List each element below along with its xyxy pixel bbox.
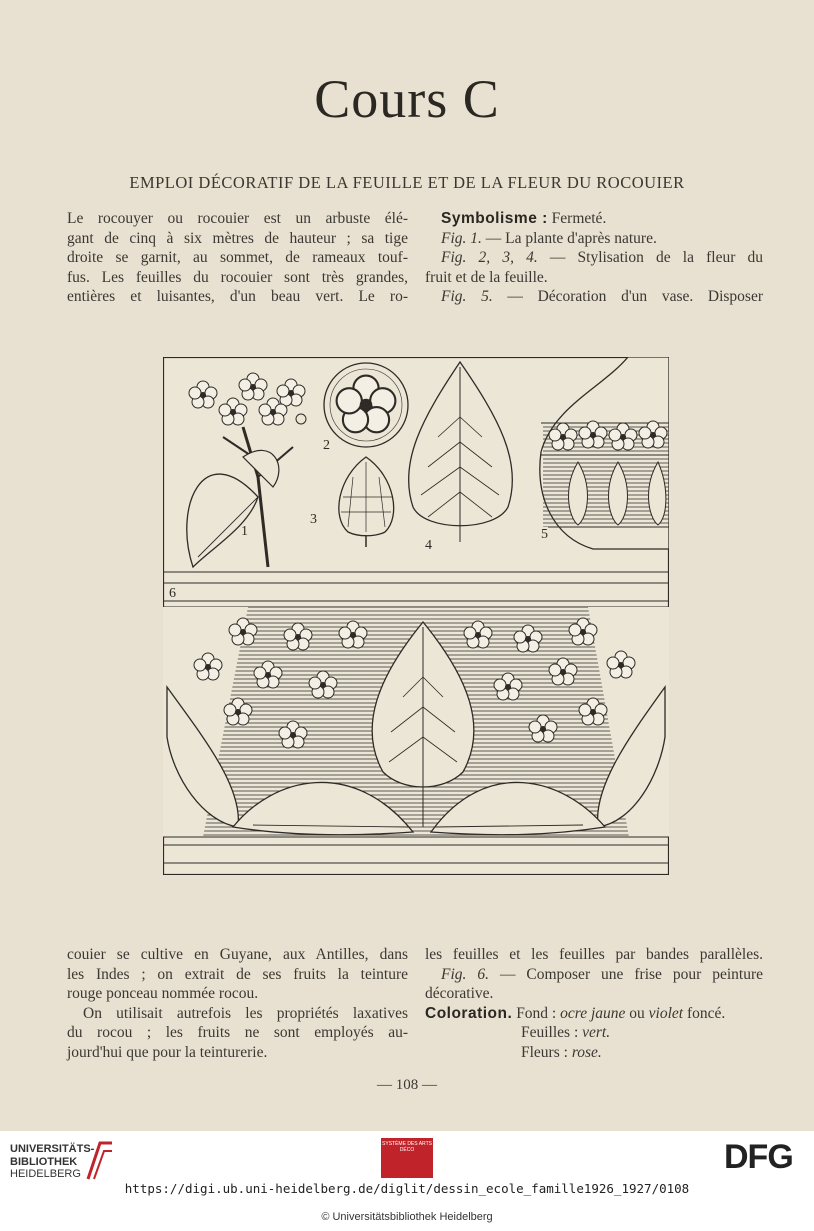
text-line: droite se garnit, au sommet, de rameaux touf- <box>67 249 408 266</box>
fond-color2: violet <box>648 1004 684 1022</box>
fig1-label: 1 <box>241 524 248 539</box>
coloration-line <box>425 1004 763 1024</box>
text-line: entières et luisantes, d'un beau vert. Le ro- <box>67 288 408 305</box>
uni-line-2: BIBLIOTHEK <box>10 1155 78 1168</box>
uni-line-3: HEIDELBERG <box>10 1168 81 1180</box>
fig5-text: — Décoration d'un vase. Disposer <box>507 288 764 305</box>
text-line: On utilisait autrefois les propriétés laxatives <box>83 1004 408 1022</box>
library-footer <box>0 1131 814 1231</box>
text-line: les feuilles et les feuilles par bandes parallèles. <box>425 946 763 963</box>
fig6-frieze-drawing <box>163 607 669 837</box>
text-line: du rocou ; les fruits ne sont employés au- <box>67 1024 408 1041</box>
fig2-label: 2 <box>323 438 330 453</box>
fig2-flower-drawing <box>324 363 408 447</box>
text-line: les Indes ; on extrait de ses fruits la teinture <box>67 965 408 983</box>
instructions-top <box>425 209 763 307</box>
fig6-cont: décorative. <box>425 985 494 1002</box>
fig234-text: — Stylisation de la fleur du <box>549 249 764 266</box>
coloration-label: Coloration. <box>425 1004 513 1022</box>
fig5-label: Fig. 5. <box>441 288 493 305</box>
fond-label: Fond : <box>516 1004 557 1022</box>
page-title: Cours C <box>314 69 500 129</box>
fond-or: ou <box>629 1004 645 1022</box>
instructions-bottom <box>425 945 763 1062</box>
fig6-text-label: Fig. 6. <box>441 965 489 983</box>
page-subtitle: EMPLOI DÉCORATIF DE LA FEUILLE ET DE LA FLEUR DU ROCOUIER <box>129 173 685 192</box>
fig6-label: 6 <box>169 586 176 601</box>
text-line: rouge ponceau nommée rocou. <box>67 985 259 1002</box>
fig4-label: 4 <box>425 538 432 553</box>
fig1-label: Fig. 1. <box>441 229 482 247</box>
botanical-plate <box>163 357 669 875</box>
fig5-label: 5 <box>541 527 548 542</box>
text-line: jourd'hui que pour la teinturerie. <box>67 1043 268 1061</box>
fleurs-line <box>425 1043 763 1063</box>
fig234-line <box>425 248 763 268</box>
feuilles-label: Feuilles : <box>521 1024 579 1041</box>
feuilles-line <box>425 1023 763 1043</box>
symbolisme-value: Fermeté. <box>551 210 607 227</box>
fig6-line <box>425 965 763 985</box>
fig6-text: — Composer une frise pour peinture <box>499 965 764 983</box>
symbolisme-label: Symbolisme : <box>441 210 548 227</box>
fig3-label: 3 <box>310 512 317 527</box>
uni-line-1: UNIVERSITÄTS- <box>10 1143 95 1155</box>
fig5-line <box>425 287 763 307</box>
copyright-notice: © Universitätsbibliothek Heidelberg <box>321 1211 493 1223</box>
university-library-logo-text <box>10 1143 94 1181</box>
digitization-seal-icon <box>381 1138 433 1178</box>
intro-text <box>67 209 408 307</box>
page-number: — 108 — <box>377 1077 437 1093</box>
symbolisme-line <box>425 209 763 229</box>
feuilles-value: vert. <box>582 1024 611 1041</box>
text-line: Le rocouyer ou rocouier est un arbuste élé- <box>67 210 408 227</box>
permalink-url[interactable]: https://digi.ub.uni-heidelberg.de/diglit/dessin_ecole_famille1926_1927/0108 <box>124 1181 690 1196</box>
fleurs-label: Fleurs : <box>521 1043 568 1061</box>
text-line: couier se cultive en Guyane, aux Antilles, dans <box>67 946 408 963</box>
university-logo-icon <box>86 1139 114 1181</box>
dfg-logo: DFG <box>724 1138 793 1176</box>
text-line: fus. Les feuilles du rocouier sont très grandes, <box>67 268 408 286</box>
fig234-label: Fig. 2, 3, 4. <box>441 249 538 266</box>
seal-text: SYSTÈME DES ARTS DÉCO <box>382 1141 432 1153</box>
text-line: gant de cinq à six mètres de hauteur ; sa tige <box>67 229 408 247</box>
fig1-line <box>425 229 763 249</box>
history-text <box>67 945 408 1062</box>
fleurs-value: rose. <box>571 1043 602 1061</box>
fond-end: foncé. <box>686 1004 726 1022</box>
fig1-text: — La plante d'après nature. <box>485 229 657 247</box>
fig234-cont: fruit et de la feuille. <box>425 268 548 286</box>
fond-color1: ocre jaune <box>560 1004 626 1022</box>
